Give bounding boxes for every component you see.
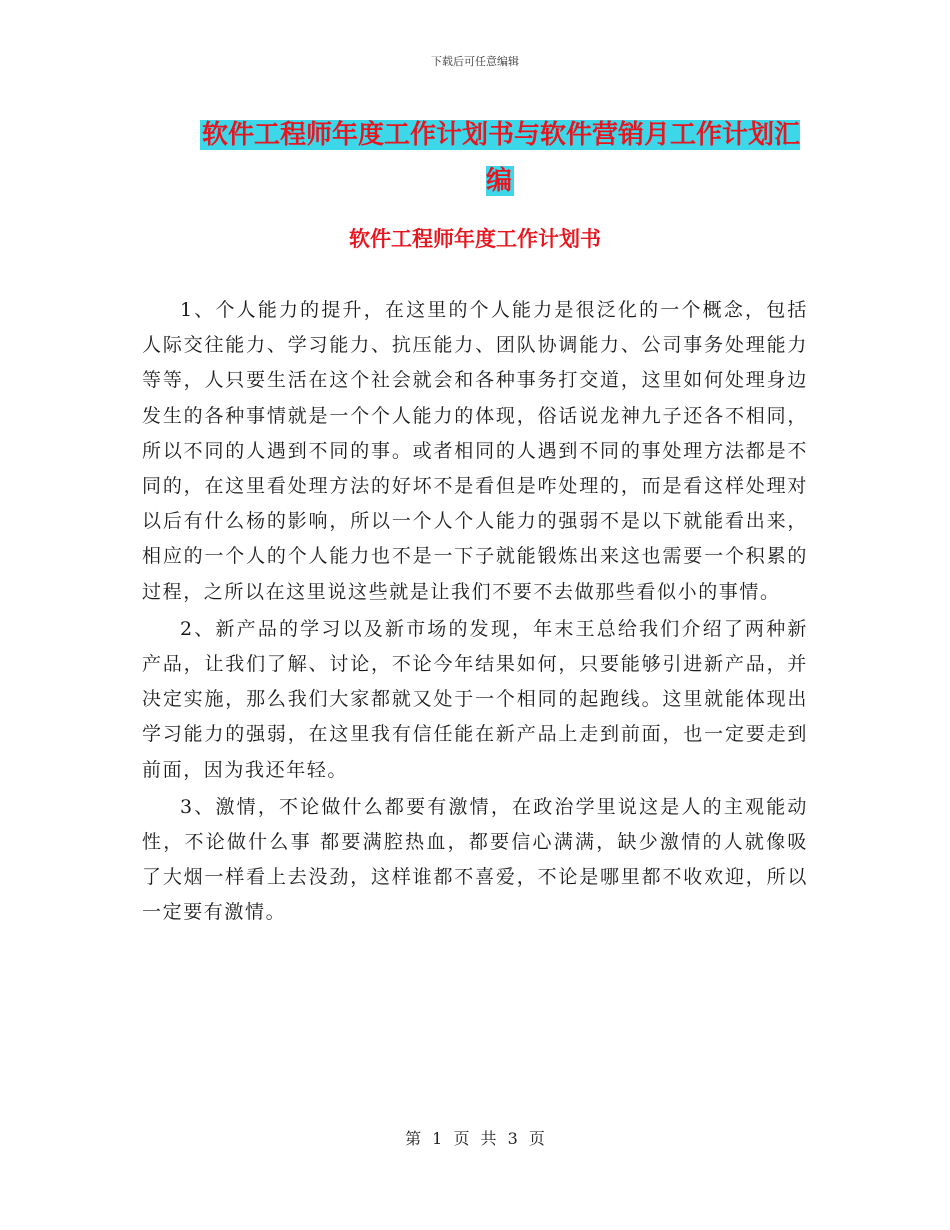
document-title-text: 软件工程师年度工作计划书与软件营销月工作计划汇编 <box>201 120 800 196</box>
paragraph-1: 1、个人能力的提升，在这里的个人能力是很泛化的一个概念，包括人际交往能力、学习能力、抗压能力、团队协调能力、公司事务处理能力等等，人只要生活在这个社会就会和各种事务打交道，这里如何处理身边发生的各种事情就是一个个人能力的体现，俗话说龙神九子还各不相同，所以不同的人遇到不同的事。或者相同的人遇到不同的事处理方法都是不同的，在这里看处理方法的好坏不是看但是咋处理的，而是看这样处理对以后有什么杨的影响，所以一个人个人能力的强弱不是以下就能看出来，相应的一个人的个人能力也不是一下子就能锻炼出来这也需要一个积累的过程，之所以在这里说这些就是让我们不要不去做那些看似小的事情。 <box>142 299 808 603</box>
paragraph-2: 2、新产品的学习以及新市场的发现，年末王总给我们介绍了两种新产品，让我们了解、讨论，不论今年结果如何，只要能够引进新产品，并决定实施，那么我们大家都就又处于一个相同的起跑线。这里就能体现出学习能力的强弱，在这里我有信任能在新产品上走到前面，也一定要走到前面，因为我还年轻。 <box>142 617 808 781</box>
section-title: 软件工程师年度工作计划书 <box>349 227 601 251</box>
page-number-footer: 第 1 页 共 3 页 <box>405 1129 545 1148</box>
paragraph-3: 3、激情，不论做什么都要有激情，在政治学里说这是人的主观能动性，不论做什么事 都要满腔热血，都要信心满满，缺少激情的人就像吸了大烟一样看上去没劲，这样谁都不喜爱，不论是哪里都不收欢迎，所以一定要有激情。 <box>142 795 808 924</box>
document-body <box>142 293 808 933</box>
document-title <box>190 112 810 204</box>
page-header-note: 下载后可任意编辑 <box>431 55 519 68</box>
